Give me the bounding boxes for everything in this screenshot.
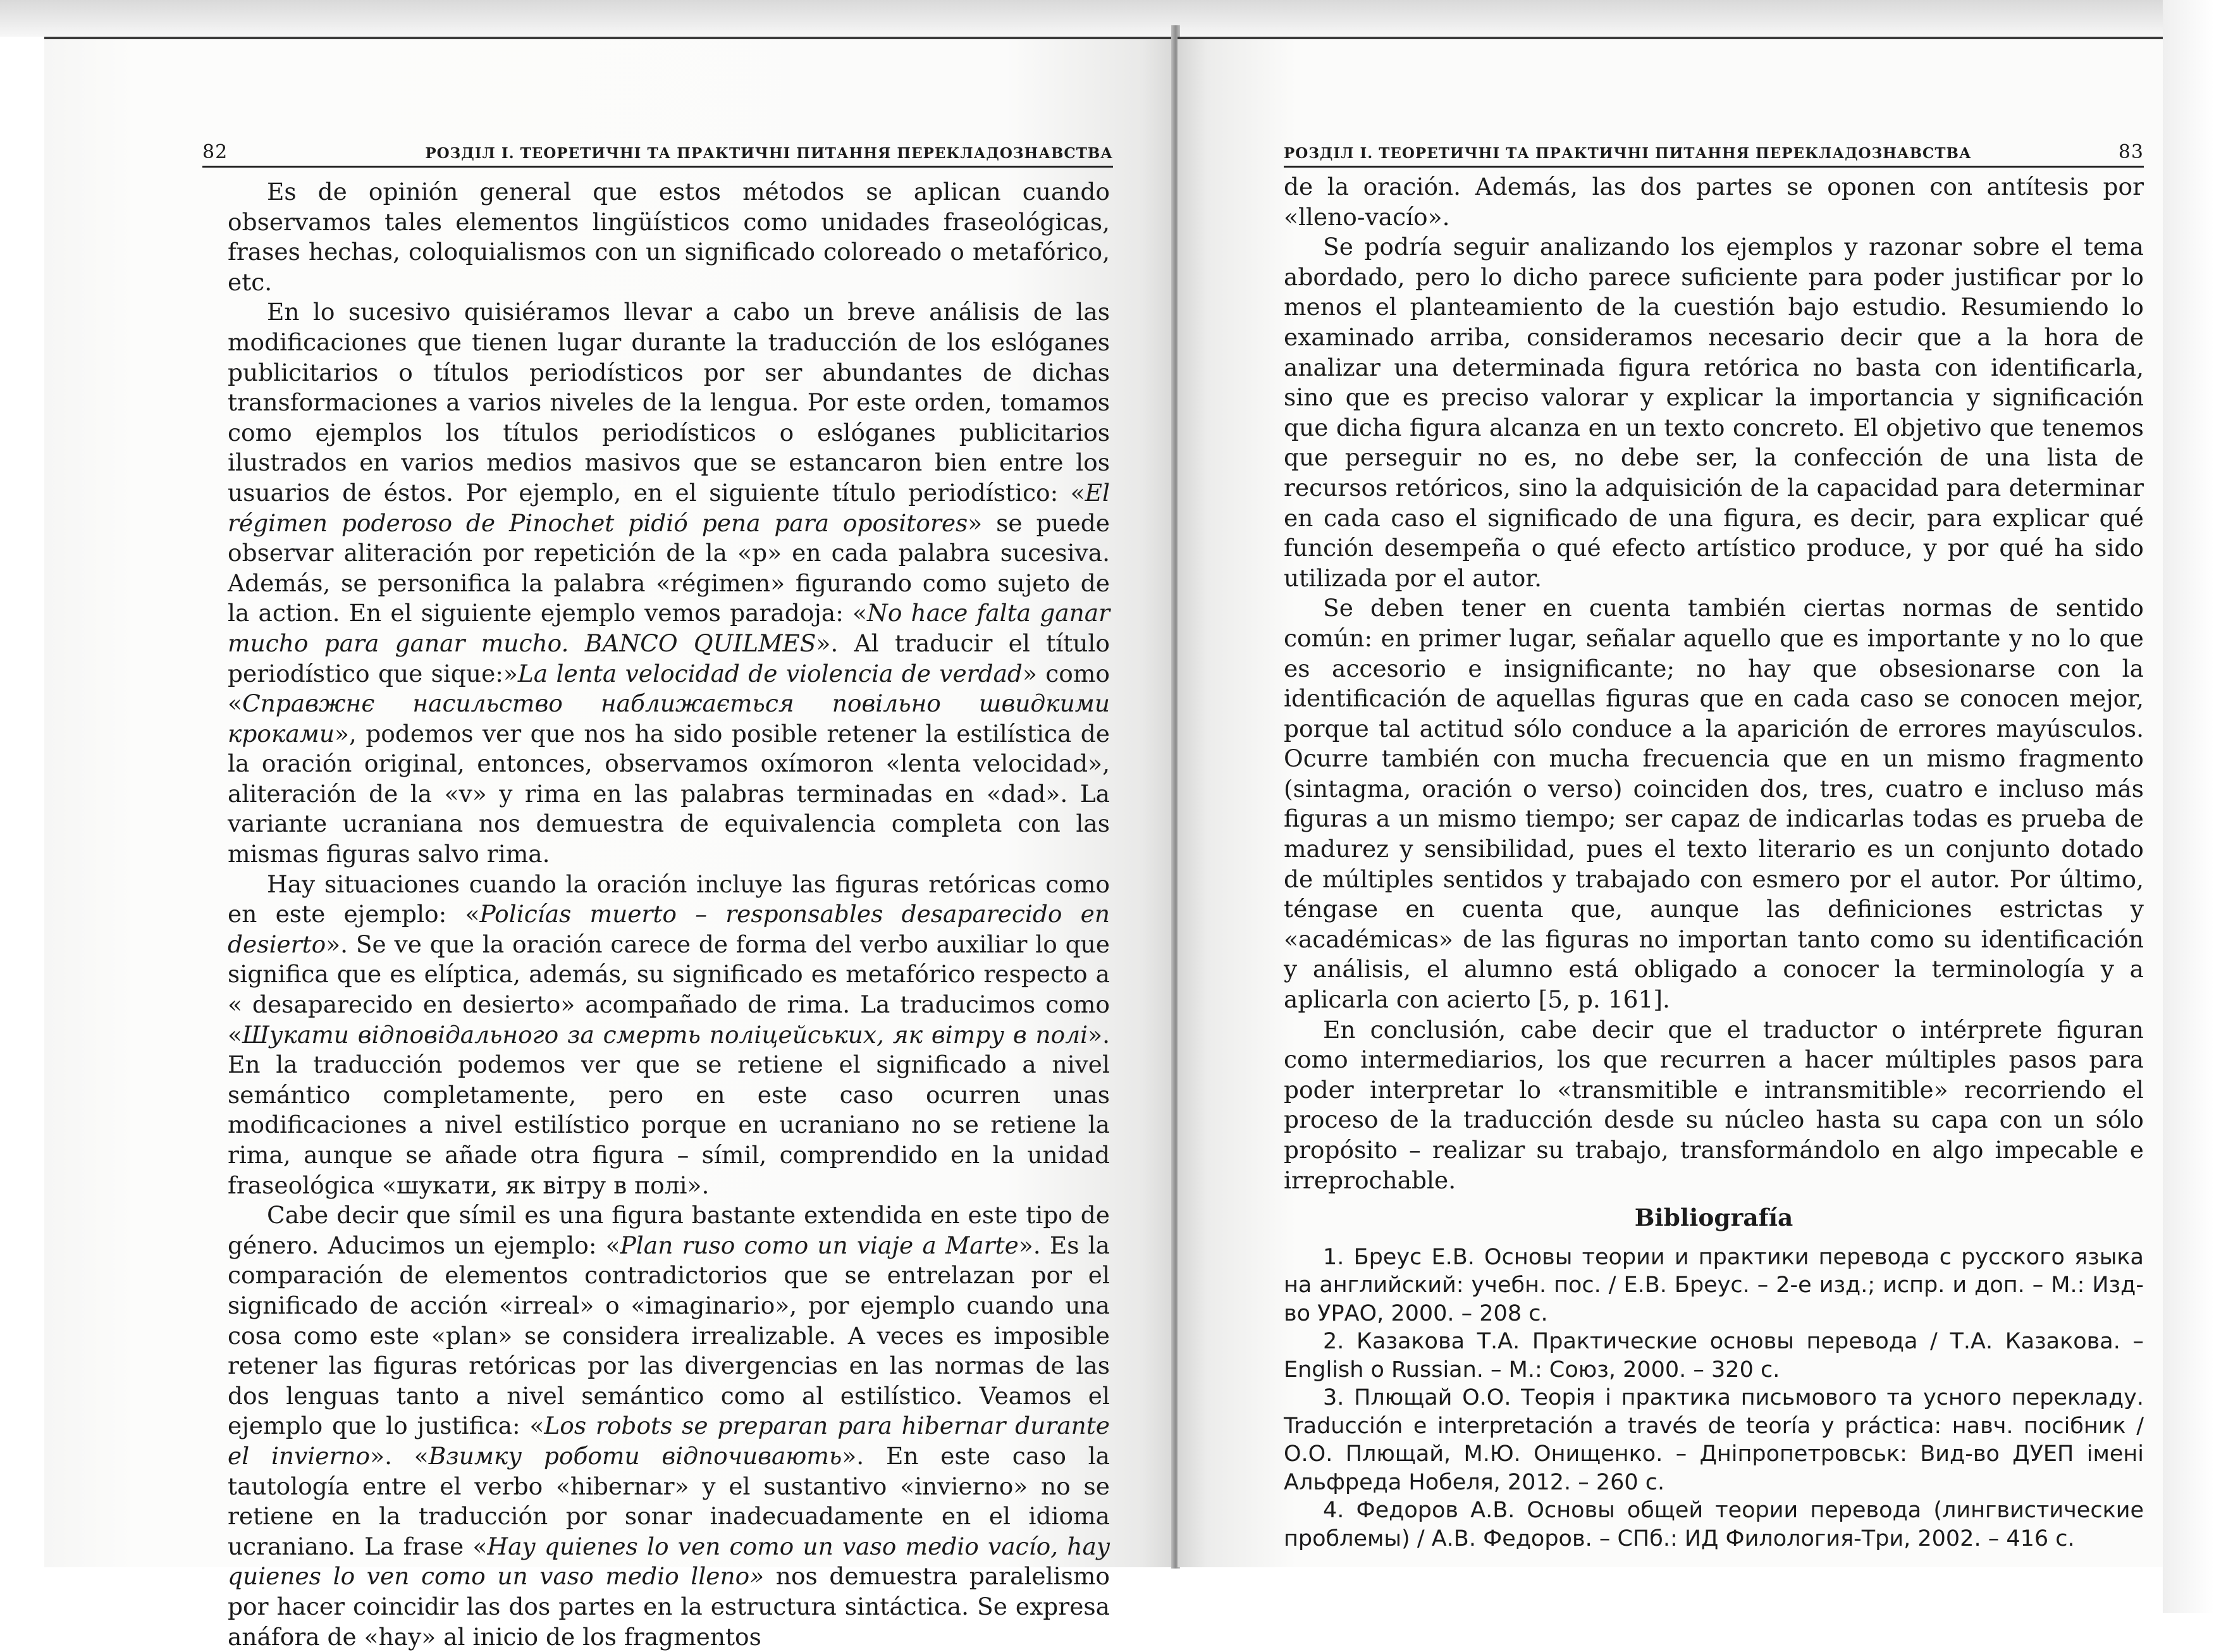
right-page-number: 83: [2118, 141, 2144, 163]
left-page: [44, 37, 1176, 1651]
paragraph: Hay situaciones cuando la oración incluye las figuras retóricas como en este ejemplo: «Policías muerto – responsables desaparecido en desierto». Se ve que la oración carece de forma del verbo auxiliar lo que significa que es elíptica, además, su significado es metafórico respecto a « desaparecido en desierto» acompañado de rima. La traducimos como «Шукати відповідального за смерть поліцейських, як вітру в полі». En la traducción podemos ver que se retiene el significado a nivel semántico completamente, pero en este caso ocurren unas modificaciones a nivel estilístico porque en ucraniano no se retiene la rima, aunque se añade otra figura – símil, comprendido en la unidad fraseológica «шукати, як вітру в полі».: [228, 870, 1110, 1199]
paragraph: Se deben tener en cuenta también ciertas normas de sentido común: en primer lugar, señalar aquello que es importante y no lo que es accesorio e insignificante; no hay que obsesionarse con la identificación de aquellas figuras que en cada caso se conocen mejor, porque tal actitud sólo conduce a la aparición de errores mayúsculos. Ocurre también con mucha frecuencia que en un mismo fragmento (sintagma, oración o verso) coinciden dos, tres, cuatro e incluso más figuras a un mismo tiempo; ser capaz de indicarlas todas es prueba de madurez y sensibilidad, pues el texto literario es un conjunto dotado de múltiples sentidos y trabajado con esmero por el autor. Por último, téngase en cuenta que, aunque las definiciones estrictas y «académicas» de las figuras no importan tanto como su identificación y análisis, el alumno está obligado a conocer la terminología y a aplicarla con acierto [5, p. 161].: [1284, 594, 2144, 1014]
paragraph: Se podría seguir analizando los ejemplos y razonar sobre el tema abordado, pero lo dicho parece suficiente para poder justificar por lo menos el planteamiento de la cuestión bajo estudio. Resumiendo lo examinado arriba, consideramos necesario decir que a la hora de analizar una determinada figura retórica no basta con identificarla, sino que es preciso valorar y explicar la importancia y significación que dicha figura alcanza en un texto concreto. El objetivo que tenemos que perseguir no es, no debe ser, la confección de una lista de recursos retóricos, sino la adquisición de la capacidad para determinar en cada caso el significado de una figura, es decir, para explicar qué función desempeña o qué efecto artístico produce, y por qué ha sido utilizada por el autor.: [1284, 233, 2144, 592]
paragraph: de la oración. Además, las dos partes se oponen con antítesis por «lleno-vacío».: [1284, 173, 2144, 231]
left-running-head: РОЗДІЛ І. ТЕОРЕТИЧНІ ТА ПРАКТИЧНІ ПИТАННЯ ПЕРЕКЛАДОЗНАВСТВА: [425, 145, 1113, 162]
right-page-body: [1284, 172, 2144, 1553]
example-quote: Взимку роботи відпочивають: [428, 1441, 842, 1470]
scan-background: [0, 0, 2214, 37]
left-page-number: 82: [202, 141, 228, 163]
paragraph: En lo sucesivo quisiéramos llevar a cabo un breve análisis de las modificaciones que tienen lugar durante la traducción de los eslóganes publicitarios o títulos periodísticos por ser abundantes de dichas transformaciones a varios niveles de la lengua. Por este orden, tomamos como ejemplos los títulos periodísticos o eslóganes publicitarios ilustrados en varios medios masivos que se estancaron bien entre los usuarios de éstos. Por ejemplo, en el siguiente título periodístico: «El régimen poderoso de Pinochet pidió pena para opositores» se puede observar aliteración por repetición de la «p» en cada palabra sucesiva. Además, se personifica la palabra «régimen» figurando como sujeto de la action. En el siguiente ejemplo vemos paradoja: «No hace falta ganar mucho para ganar mucho. BANCO QUILMES». Al traducir el título periodístico que sique:»La lenta velocidad de violencia de verdad» como «Справжнє насильство наближається повільно швидкими кроками», podemos ver que nos ha sido posible retener la estilística de la oración original, entonces, observamos oxímoron «lenta velocidad», aliteración de la «v» y rima en las palabras terminadas en «dad». La variante ucraniana nos demuestra de equivalencia completa con las mismas figuras salvo rima.: [228, 298, 1110, 868]
left-page-header: [202, 140, 1113, 168]
bibliography-item: 3. Плющай О.О. Теорія і практика письмового та усного перекладу. Traducción e interpretación a través de teoría y práctica: навч. посібник / О.О. Плющай, М.Ю. Онищенко. – Дніпропетровськ: Вид-во ДУЕП імені Альфреда Нобеля, 2012. – 260 с.: [1284, 1385, 2144, 1495]
example-quote: No hace falta ganar mucho para ganar mucho. BANCO QUILMES: [228, 599, 1110, 657]
bibliography-item: 4. Федоров А.В. Основы общей теории перевода (лингвистические проблемы) / А.В. Федоров. – СПб.: ИД Филология-Три, 2002. – 416 с.: [1284, 1498, 2144, 1551]
example-quote: Los robots se preparan para hibernar durante el invierno: [228, 1412, 1110, 1470]
bibliography-item: 1. Бреус Е.В. Основы теории и практики перевода с русского языка на английский: учебн. пос. / Е.В. Бреус. – 2-е изд.; испр. и доп. – М.: Изд-во УРАО, 2000. – 208 с.: [1284, 1244, 2144, 1326]
scan-margin: [2163, 0, 2214, 1613]
example-quote: El régimen poderoso de Pinochet pidió pena para opositores: [228, 478, 1110, 537]
example-quote: Hay quienes lo ven como un vaso medio vacío, hay quienes lo ven como un vaso medio lleno»: [228, 1532, 1110, 1591]
right-page-header: [1284, 140, 2144, 168]
bibliography-title: Bibliografía: [1634, 1204, 1793, 1232]
paragraph: En conclusión, cabe decir que el traductor o intérprete figuran como intermediarios, los que recurren a hacer múltiples pasos para poder interpretar lo «transmitible e intransmitible» recorriendo el proceso de la traducción desde su núcleo hasta su capa con un sólo propósito – realizar su trabajo, transformándolo en algo impecable e irreprochable.: [1284, 1015, 2144, 1194]
bibliography-item: 2. Казакова Т.А. Практические основы перевода / Т.А. Казакова. – English o Russian. – М.: Союз, 2000. – 320 с.: [1284, 1329, 2144, 1383]
paragraph: Es de opinión general que estos métodos se aplican cuando observamos tales elementos lingüísticos como unidades fraseológicas, frases hechas, coloquialismos con un significado coloreado o metafórico, etc.: [228, 178, 1110, 296]
example-quote: Справжнє насильство наближається повільно швидкими кроками: [228, 689, 1110, 748]
left-page-body: [228, 177, 1110, 1652]
example-quote: Plan ruso como un viaje a Marte: [620, 1231, 1019, 1259]
right-running-head: РОЗДІЛ І. ТЕОРЕТИЧНІ ТА ПРАКТИЧНІ ПИТАННЯ ПЕРЕКЛАДОЗНАВСТВА: [1284, 145, 1972, 162]
example-quote: Policías muerto – responsables desaparecido en desierto: [228, 900, 1110, 958]
example-quote: La lenta velocidad de violencia de verdad: [517, 659, 1023, 687]
example-quote: Шукати відповідального за смерть поліцейських, як вітру в полі: [242, 1020, 1088, 1049]
right-page: [1178, 37, 2164, 1567]
paragraph: Cabe decir que símil es una figura bastante extendida en este tipo de género. Aducimos un ejemplo: «Plan ruso como un viaje a Marte». Es la comparación de elementos contradictorios que se entrelazan por el significado de acción «irreal» o «imaginario», por ejemplo cuando una cosa como este «plan» se considera irrealizable. A veces es imposible retener las figuras retóricas por las divergencias en las normas de las dos lenguas tanto a nivel semántico como al estilístico. Veamos el ejemplo que lo justifica: «Los robots se preparan para hibernar durante el invierno». «Взимку роботи відпочивають». En este caso la tautología entre el verbo «hibernar» y el sustantivo «invierno» no se retiene en la traducción por sonar inadecuadamente en el idioma ucraniano. La frase «Hay quienes lo ven como un vaso medio vacío, hay quienes lo ven como un vaso medio lleno» nos demuestra paralelismo por hacer coincidir las dos partes en la estructura sintáctica. Se expresa anáfora de «hay» al inicio de los fragmentos: [228, 1201, 1110, 1651]
